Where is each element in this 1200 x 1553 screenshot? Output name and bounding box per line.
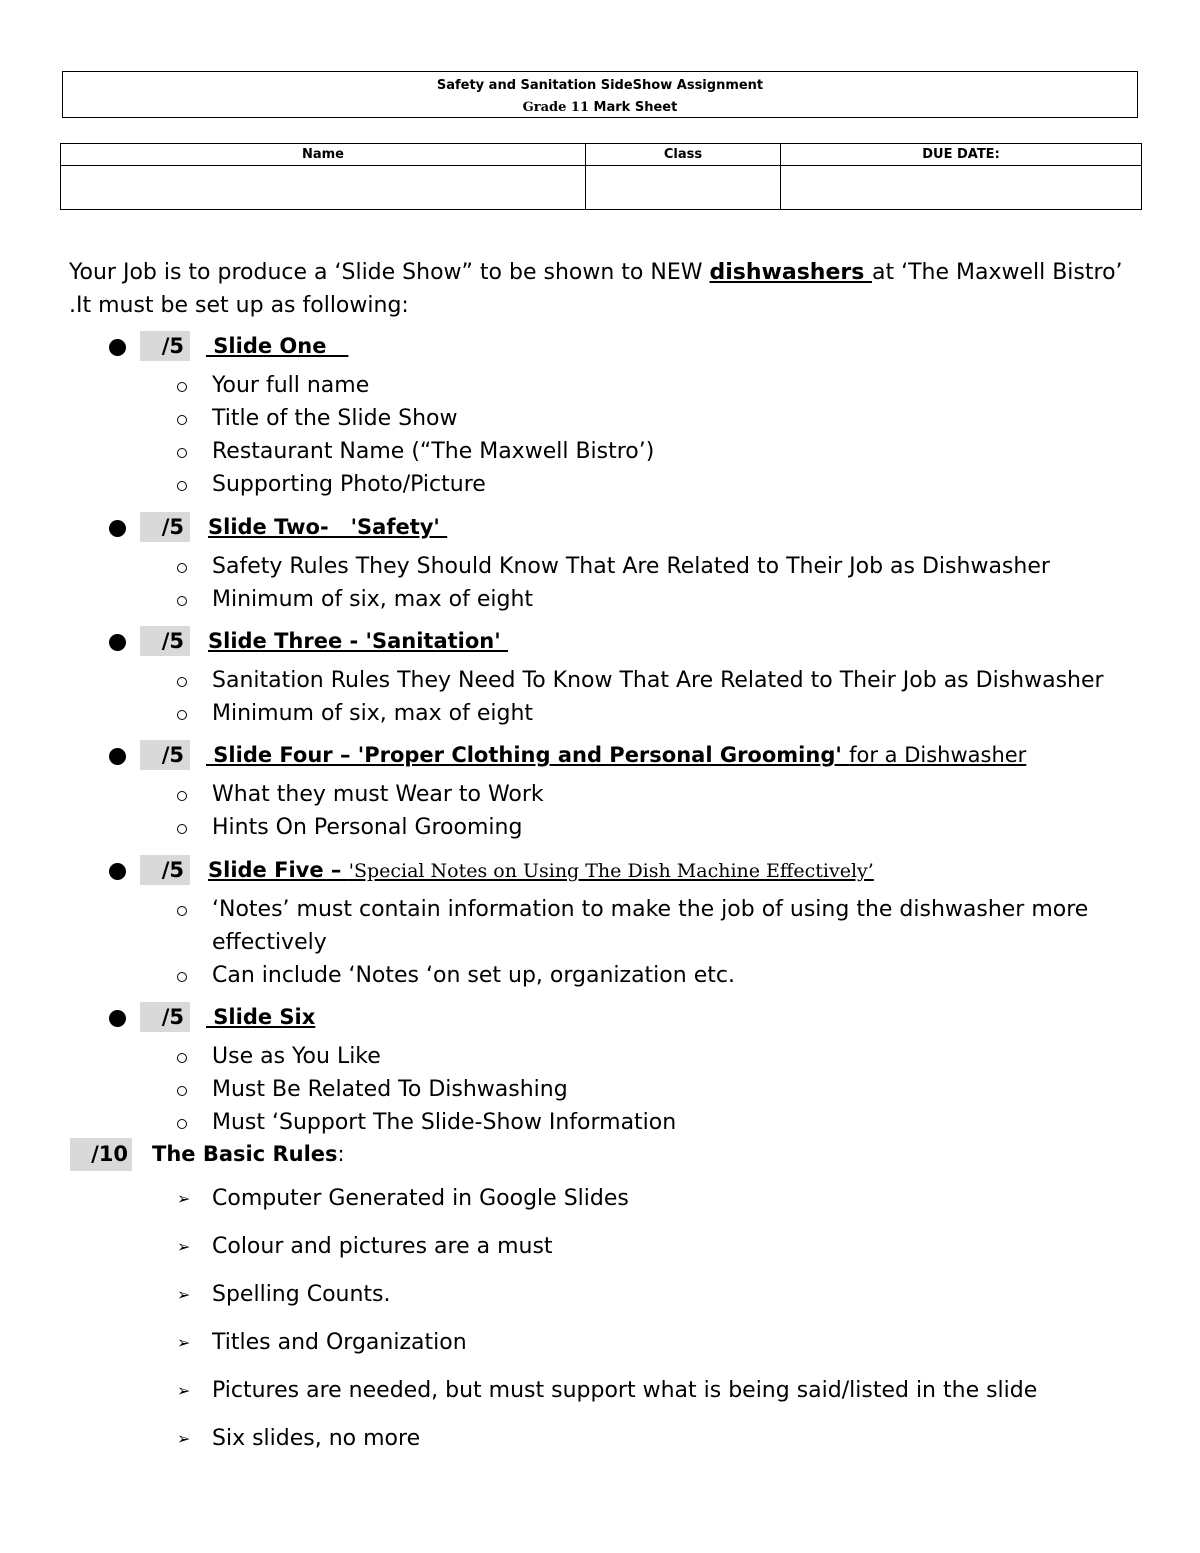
list-item: Safety Rules They Should Know That Are Related to Their Job as Dishwasher <box>0 550 1110 583</box>
list-item: ➢ Six slides, no more <box>0 1415 1200 1463</box>
slide-four-section <box>0 740 1200 844</box>
class-column-header: Class <box>586 144 781 166</box>
class-cell[interactable] <box>586 166 781 210</box>
list-item: ‘Notes’ must contain information to make the job of using the dishwasher more effectively <box>0 893 1110 959</box>
list-item: ➢ Pictures are needed, but must support what is being said/listed in the slide <box>0 1367 1200 1415</box>
list-item: Use as You Like <box>0 1040 1110 1073</box>
circle-bullet-icon <box>177 972 187 982</box>
slide-title-serif: 'Special Notes on Using The Dish Machine Effectively’ <box>348 860 874 882</box>
list-item: Hints On Personal Grooming <box>0 811 1110 844</box>
slide-title: Slide Four – 'Proper Clothing and Personal Grooming' for a Dishwasher <box>206 743 1027 767</box>
circle-bullet-icon <box>177 563 187 573</box>
arrow-bullet-icon: ➢ <box>177 1237 191 1256</box>
bullet-icon <box>109 634 126 651</box>
rules-title: The Basic Rules: <box>152 1142 345 1166</box>
slide-mark: /5 <box>140 740 190 770</box>
list-item: What they must Wear to Work <box>0 778 1110 811</box>
slide-five-section <box>0 855 1200 992</box>
circle-bullet-icon <box>177 448 187 458</box>
list-item: Title of the Slide Show <box>0 402 1110 435</box>
circle-bullet-icon <box>177 1053 187 1063</box>
list-item: Must Be Related To Dishwashing <box>0 1073 1110 1106</box>
list-item: Your full name <box>0 369 1110 402</box>
list-item: Sanitation Rules They Need To Know That Are Related to Their Job as Dishwasher <box>0 664 1110 697</box>
arrow-bullet-icon: ➢ <box>177 1189 191 1208</box>
bullet-icon <box>109 1010 126 1027</box>
slide-mark: /5 <box>140 1002 190 1032</box>
list-item: Minimum of six, max of eight <box>0 583 1110 616</box>
list-item: Minimum of six, max of eight <box>0 697 1110 730</box>
slide-title-extra: for a Dishwasher <box>849 743 1027 767</box>
slide-title: Slide Three - 'Sanitation' <box>208 629 508 653</box>
assignment-title: Safety and Sanitation SideShow Assignment <box>436 78 764 93</box>
intro-paragraph <box>69 256 1149 322</box>
slide-title: Slide Five – 'Special Notes on Using The Dish Machine Effectively’ <box>208 858 874 882</box>
arrow-bullet-icon: ➢ <box>177 1429 191 1448</box>
name-column-header: Name <box>61 144 586 166</box>
slide-title: Slide Two- 'Safety' <box>208 515 448 539</box>
due-date-column-header: DUE DATE: <box>781 144 1142 166</box>
slide-one-section <box>0 331 1200 501</box>
bullet-icon <box>109 520 126 537</box>
circle-bullet-icon <box>177 824 187 834</box>
intro-highlight: dishwashers <box>709 260 872 285</box>
list-item: ➢ Spelling Counts. <box>0 1271 1200 1319</box>
list-item: ➢ Colour and pictures are a must <box>0 1223 1200 1271</box>
grade-label: Grade 11 <box>522 100 590 115</box>
circle-bullet-icon <box>177 415 187 425</box>
circle-bullet-icon <box>177 791 187 801</box>
circle-bullet-icon <box>177 710 187 720</box>
circle-bullet-icon <box>177 481 187 491</box>
slide-title: Slide Six <box>206 1005 316 1029</box>
circle-bullet-icon <box>177 906 187 916</box>
slide-six-section <box>0 1002 1200 1139</box>
mark-sheet-label: Mark Sheet <box>589 100 678 115</box>
student-info-table <box>60 143 1142 210</box>
bullet-icon <box>109 339 126 356</box>
basic-rules-section <box>0 1138 1200 1463</box>
list-item: ➢ Titles and Organization <box>0 1319 1200 1367</box>
slide-mark: /5 <box>140 855 190 885</box>
arrow-bullet-icon: ➢ <box>177 1333 191 1352</box>
slide-three-section <box>0 626 1200 730</box>
assignment-title-box <box>62 71 1138 118</box>
slide-mark: /5 <box>140 626 190 656</box>
circle-bullet-icon <box>177 1119 187 1129</box>
bullet-icon <box>109 748 126 765</box>
slide-mark: /5 <box>140 331 190 361</box>
slide-mark: /5 <box>140 512 190 542</box>
arrow-bullet-icon: ➢ <box>177 1285 191 1304</box>
list-item: Can include ‘Notes ‘on set up, organization etc. <box>0 959 1110 992</box>
name-cell[interactable] <box>61 166 586 210</box>
circle-bullet-icon <box>177 596 187 606</box>
circle-bullet-icon <box>177 1086 187 1096</box>
circle-bullet-icon <box>177 382 187 392</box>
list-item: Must ‘Support The Slide-Show Information <box>0 1106 1110 1139</box>
due-date-cell[interactable] <box>781 166 1142 210</box>
slide-title: Slide One <box>206 334 349 358</box>
bullet-icon <box>109 863 126 880</box>
assignment-subtitle <box>63 97 1137 119</box>
intro-text-end: at ‘The Maxwell Bistro’ .It must be set up as following: <box>69 260 1123 318</box>
intro-text-start: Your Job is to produce a ‘Slide Show” to be shown to NEW <box>69 260 710 285</box>
rules-mark: /10 <box>70 1138 132 1171</box>
list-item: ➢ Computer Generated in Google Slides <box>0 1175 1200 1223</box>
list-item: Supporting Photo/Picture <box>0 468 1110 501</box>
circle-bullet-icon <box>177 677 187 687</box>
slide-two-section <box>0 512 1200 616</box>
list-item: Restaurant Name (“The Maxwell Bistro’) <box>0 435 1110 468</box>
arrow-bullet-icon: ➢ <box>177 1381 191 1400</box>
